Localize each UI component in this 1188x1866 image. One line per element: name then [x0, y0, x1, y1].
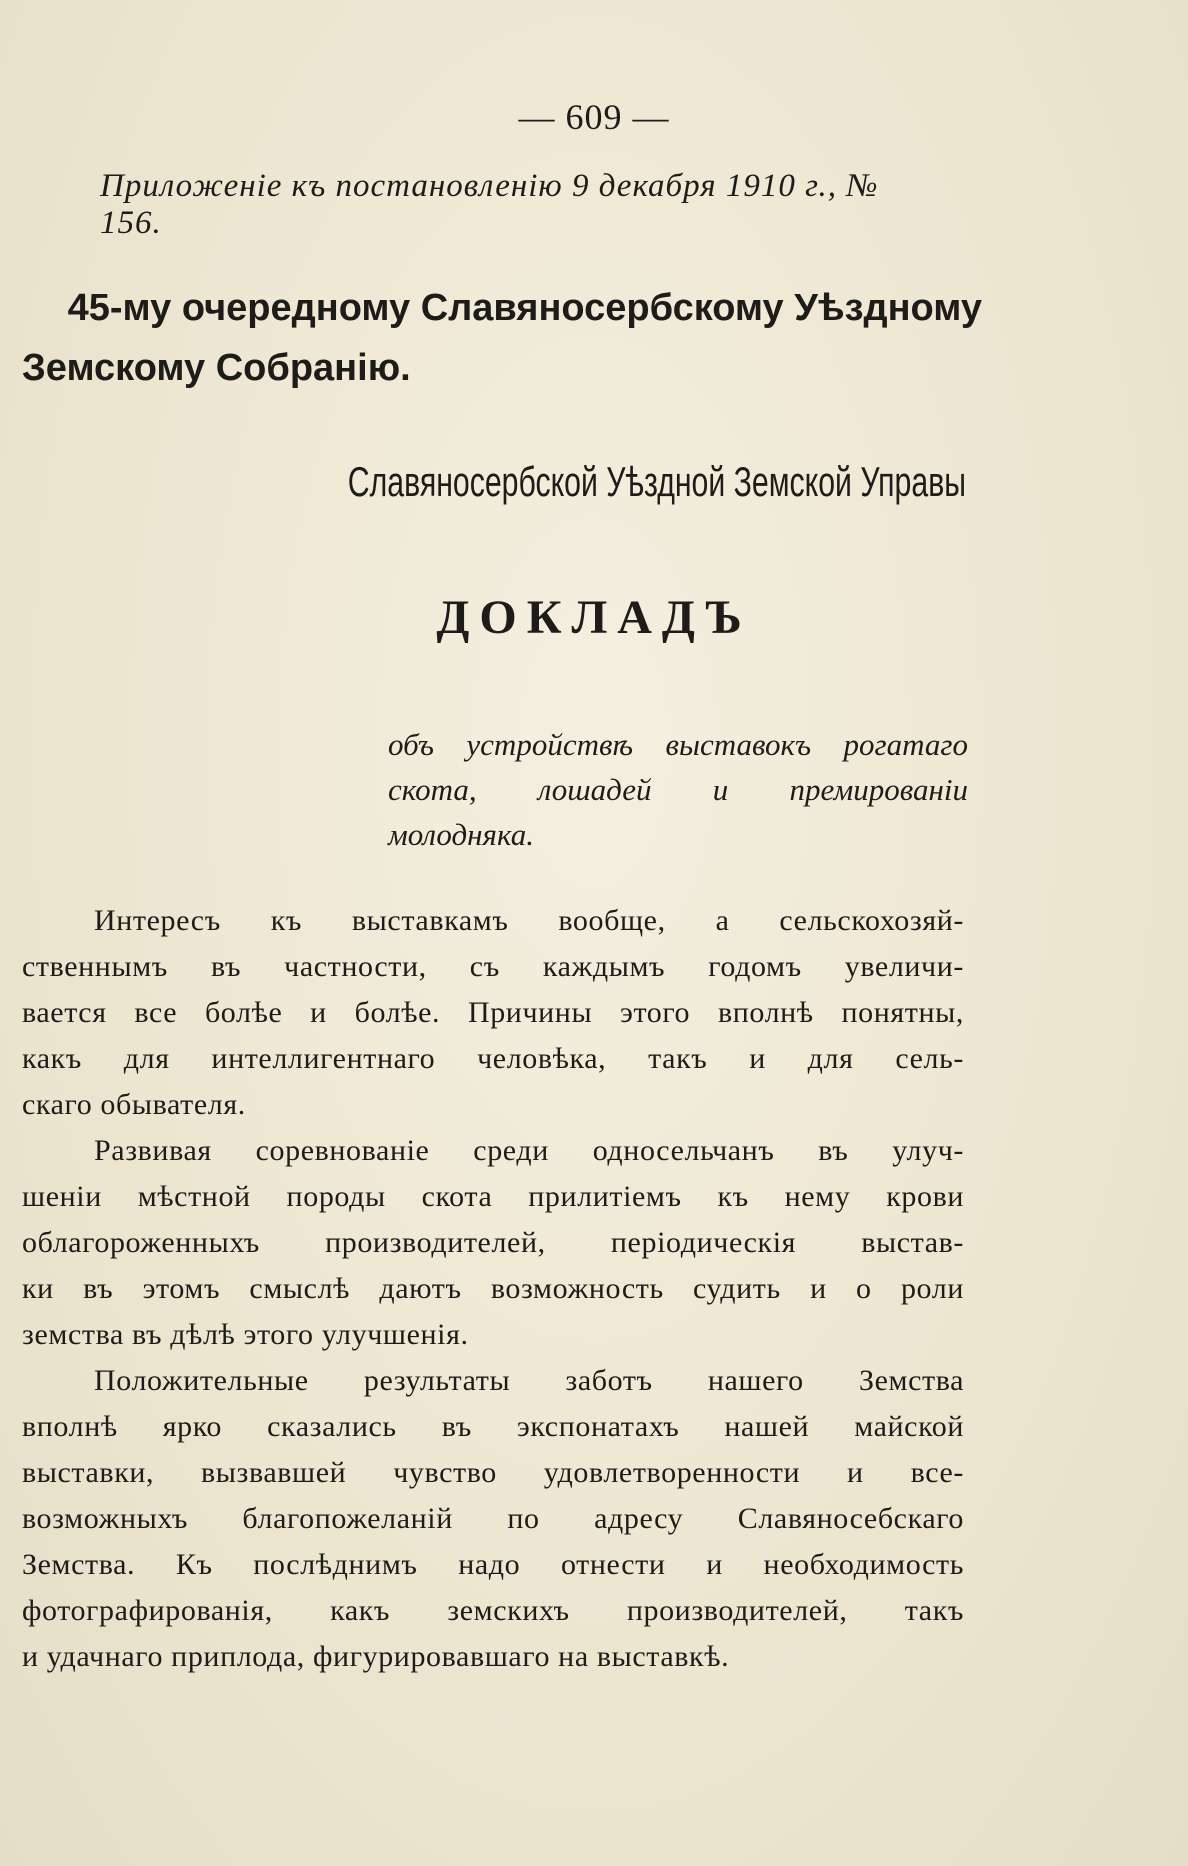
text-line: фотографированія, какъ земскихъ производителей, такъ: [22, 1594, 964, 1627]
document-title: ДОКЛАДЪ: [436, 591, 752, 644]
subject-line: объ устройствѣ выставокъ рогатаго: [388, 727, 968, 762]
text-line: Земства. Къ послѣднимъ надо отнести и необходимость: [22, 1548, 964, 1581]
text-line: вполнѣ ярко сказались въ экспонатахъ нашей майской: [22, 1410, 964, 1443]
text-line: шеніи мѣстной породы скота прилитіемъ къ нему крови: [22, 1180, 964, 1213]
subject-line: молодняка.: [388, 817, 534, 852]
addressee-line: Земскому Собранію.: [22, 347, 411, 389]
paragraph: [22, 898, 964, 1128]
text-line: ственнымъ въ частности, съ каждымъ годомъ увеличи-: [22, 950, 964, 983]
paragraph: [22, 1128, 964, 1358]
text-line: вается все болѣе и болѣе. Причины этого вполнѣ понятны,: [22, 996, 964, 1029]
subject-line: скота, лошадей и премированіи: [388, 772, 968, 807]
text-line: Положительные результаты заботъ нашего Земства: [94, 1364, 964, 1397]
text-line: Развивая соревнованіе среди односельчанъ въ улуч-: [94, 1134, 964, 1167]
text-line: возможныхъ благопожеланій по адресу Славяносебскаго: [22, 1502, 964, 1535]
paragraph: [22, 1358, 964, 1680]
text-line: ки въ этомъ смыслѣ даютъ возможность судить и о роли: [22, 1272, 964, 1305]
text-line: Интересъ къ выставкамъ вообще, а сельскохозяй-: [94, 904, 964, 937]
text-line: облагороженныхъ производителей, періодическія выстав-: [22, 1226, 964, 1259]
addressee-line: 45-му очередному Славяносербскому Уѣздному: [67, 287, 982, 329]
text-line: какъ для интеллигентнаго человѣка, такъ и для сель-: [22, 1042, 964, 1075]
text-line: земства въ дѣлѣ этого улучшенія.: [22, 1318, 469, 1351]
page-number: — 609 —: [518, 97, 670, 137]
appendix-note: Приложеніе къ постановленію 9 декабря 1910 г., № 156.: [100, 168, 879, 241]
report-subject: [388, 722, 968, 857]
text-line: скаго обывателя.: [22, 1088, 246, 1121]
text-line: выставки, вызвавшей чувство удовлетворенности и все-: [22, 1456, 964, 1489]
text-line: и удачнаго приплода, фигурировавшаго на выставкѣ.: [22, 1640, 730, 1673]
addressee: [22, 278, 982, 398]
issuing-authority: Славяносербской Уѣздной Земской Управы: [347, 458, 966, 505]
report-body: [22, 898, 964, 1680]
